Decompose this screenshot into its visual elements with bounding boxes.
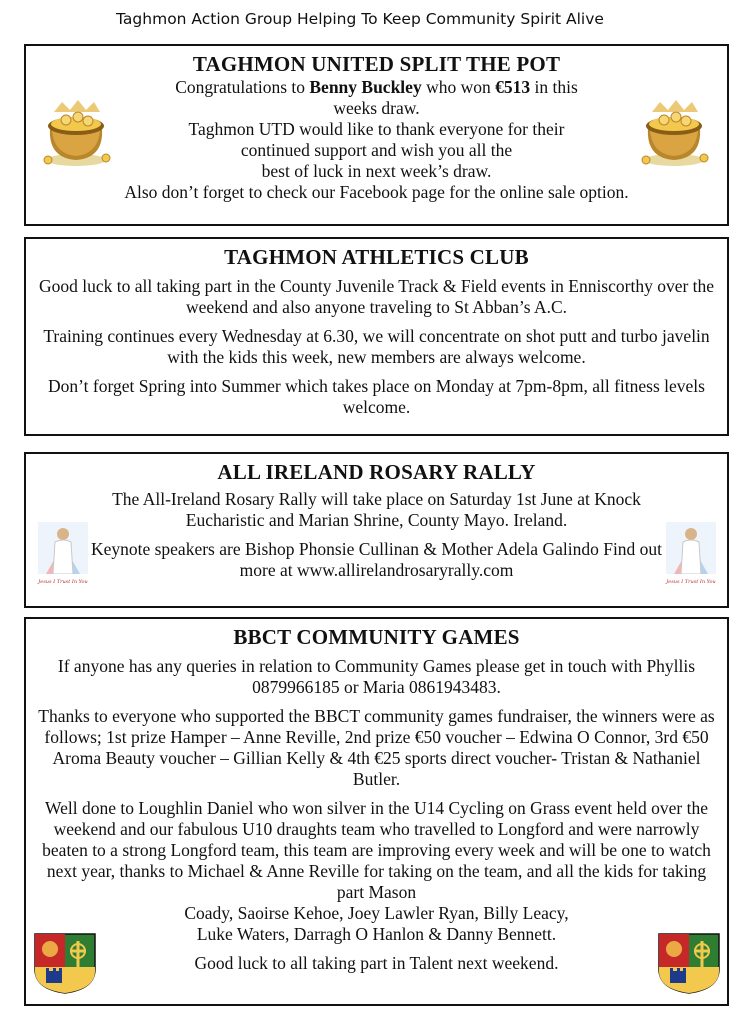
- divine-mercy-left-icon: [38, 522, 88, 574]
- pot-line-6: Also don’t forget to check our Facebook page for the online sale option.: [124, 182, 629, 202]
- pot-line-1-post: in this: [530, 77, 578, 97]
- rosary-para-1: The All-Ireland Rosary Rally will take place on Saturday 1st June at Knock Eucharistic and Marian Shrine, County Mayo. Ireland.: [112, 489, 641, 530]
- pot-line-3: Taghmon UTD would like to thank everyone for their: [188, 119, 565, 139]
- pot-line-1-mid: who won: [421, 77, 496, 97]
- crest-left-icon: [32, 931, 98, 995]
- bbct-para-1: If anyone has any queries in relation to Community Games please get in touch with Phyllis 0879966185 or Maria 0861943483.: [57, 656, 696, 697]
- athletics-section: [24, 237, 729, 436]
- pot-title: TAGHMON UNITED SPLIT THE POT: [192, 52, 561, 76]
- rosary-rally-section: [24, 452, 729, 608]
- divine-mercy-image-left: [38, 522, 88, 584]
- pot-of-gold-left-icon: [40, 98, 116, 170]
- pot-amount: €513: [495, 77, 531, 97]
- bbct-para-4: Good luck to all taking part in Talent next weekend.: [194, 953, 559, 973]
- bbct-title: BBCT COMMUNITY GAMES: [233, 625, 520, 649]
- page-header: Taghmon Action Group Helping To Keep Community Spirit Alive: [116, 10, 604, 28]
- crest-right-icon: [656, 931, 722, 995]
- pot-line-5: best of luck in next week’s draw.: [261, 161, 492, 181]
- divine-mercy-left-caption: Jesus I Trust In You: [38, 579, 88, 585]
- athletics-para-1: Good luck to all taking part in the County Juvenile Track & Field events in Enniscorthy over the weekend and also anyone traveling to St Abban’s A.C.: [38, 276, 715, 317]
- pot-winner: Benny Buckley: [309, 77, 422, 97]
- pot-line-1: [26, 77, 727, 98]
- divine-mercy-right-icon: [666, 522, 716, 574]
- divine-mercy-image-right: [666, 522, 716, 584]
- pot-of-gold-right-icon: [638, 98, 714, 170]
- athletics-title: TAGHMON ATHLETICS CLUB: [224, 245, 529, 269]
- pot-line-2: weeks draw.: [333, 98, 420, 118]
- bbct-community-games-section: [24, 617, 729, 1006]
- rosary-title: ALL IRELAND ROSARY RALLY: [217, 460, 536, 484]
- bbct-para-3a: Well done to Loughlin Daniel who won silver in the U14 Cycling on Grass event held over the weekend and our fabulous U10 draughts team who travelled to Longford and were narrowly beaten to a strong Longford team, this team are improving every week and will be one to watch next year, thanks to Michael & Anne Reville for taking on the team, and all the kids for taking part Mason: [42, 798, 711, 902]
- split-the-pot-section: [24, 44, 729, 226]
- pot-line-4: continued support and wish you all the: [240, 140, 513, 160]
- pot-line-1-pre: Congratulations to: [175, 77, 310, 97]
- bbct-para-3c: Luke Waters, Darragh O Hanlon & Danny Bennett.: [196, 924, 557, 944]
- divine-mercy-right-caption: Jesus I Trust In You: [666, 579, 716, 585]
- athletics-para-2: Training continues every Wednesday at 6.30, we will concentrate on shot putt and turbo javelin with the kids this week, new members are always welcome.: [43, 326, 710, 367]
- rosary-para-2: Keynote speakers are Bishop Phonsie Cullinan & Mother Adela Galindo Find out more at www.allirelandrosaryrally.com: [90, 539, 663, 580]
- athletics-para-3: Don’t forget Spring into Summer which takes place on Monday at 7pm-8pm, all fitness levels welcome.: [48, 376, 705, 417]
- bbct-para-3b: Coady, Saoirse Kehoe, Joey Lawler Ryan, Billy Leacy,: [184, 903, 569, 923]
- bbct-para-2: Thanks to everyone who supported the BBCT community games fundraiser, the winners were as follows; 1st prize Hamper – Anne Reville, 2nd prize €50 voucher – Edwina O Connor, 3rd €50 Aroma Beauty voucher – Gillian Kelly & 4th €25 sports direct voucher- Tristan & Nathaniel Butler.: [38, 706, 715, 789]
- pot-text: [26, 77, 727, 203]
